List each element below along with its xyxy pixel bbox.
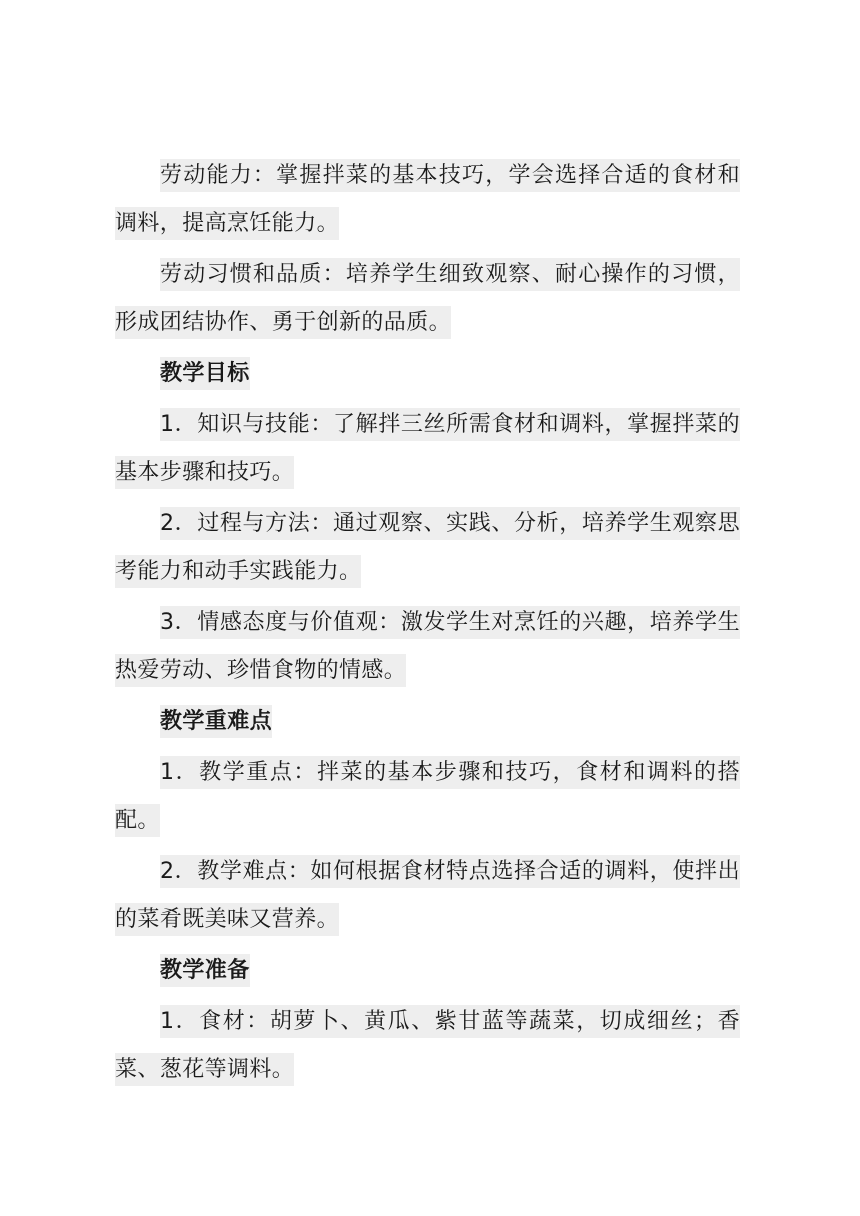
paragraph-labor-habits: [115, 251, 740, 347]
paragraph-text: 1．食材：胡萝卜、黄瓜、紫甘蓝等蔬菜，切成细丝；香菜、葱花等调料。: [115, 1005, 740, 1086]
paragraph-objective-1: [115, 401, 740, 497]
paragraph-text: 劳动习惯和品质：培养学生细致观察、耐心操作的习惯，形成团结协作、勇于创新的品质。: [115, 258, 740, 339]
paragraph-text: 2．教学难点：如何根据食材特点选择合适的调料，使拌出的菜肴既美味又营养。: [115, 855, 740, 936]
paragraph-preparation-1: [115, 998, 740, 1094]
paragraph-key-point-1: [115, 749, 740, 845]
heading-text: 教学准备: [160, 954, 250, 987]
heading-text: 教学目标: [160, 357, 250, 390]
paragraph-text: 2．过程与方法：通过观察、实践、分析，培养学生观察思考能力和动手实践能力。: [115, 507, 740, 588]
paragraph-objective-2: [115, 500, 740, 596]
paragraph-labor-ability: [115, 152, 740, 248]
paragraph-text: 劳动能力：掌握拌菜的基本技巧，学会选择合适的食材和调料，提高烹饪能力。: [115, 159, 740, 240]
heading-text: 教学重难点: [160, 705, 272, 738]
heading-key-difficult-points: [115, 698, 740, 746]
paragraph-objective-3: [115, 599, 740, 695]
document-page: [115, 152, 740, 1097]
heading-teaching-objectives: [115, 350, 740, 398]
heading-teaching-preparation: [115, 947, 740, 995]
paragraph-text: 1．知识与技能：了解拌三丝所需食材和调料，掌握拌菜的基本步骤和技巧。: [115, 408, 740, 489]
paragraph-text: 1．教学重点：拌菜的基本步骤和技巧，食材和调料的搭配。: [115, 756, 740, 837]
paragraph-text: 3．情感态度与价值观：激发学生对烹饪的兴趣，培养学生热爱劳动、珍惜食物的情感。: [115, 606, 740, 687]
paragraph-key-point-2: [115, 848, 740, 944]
